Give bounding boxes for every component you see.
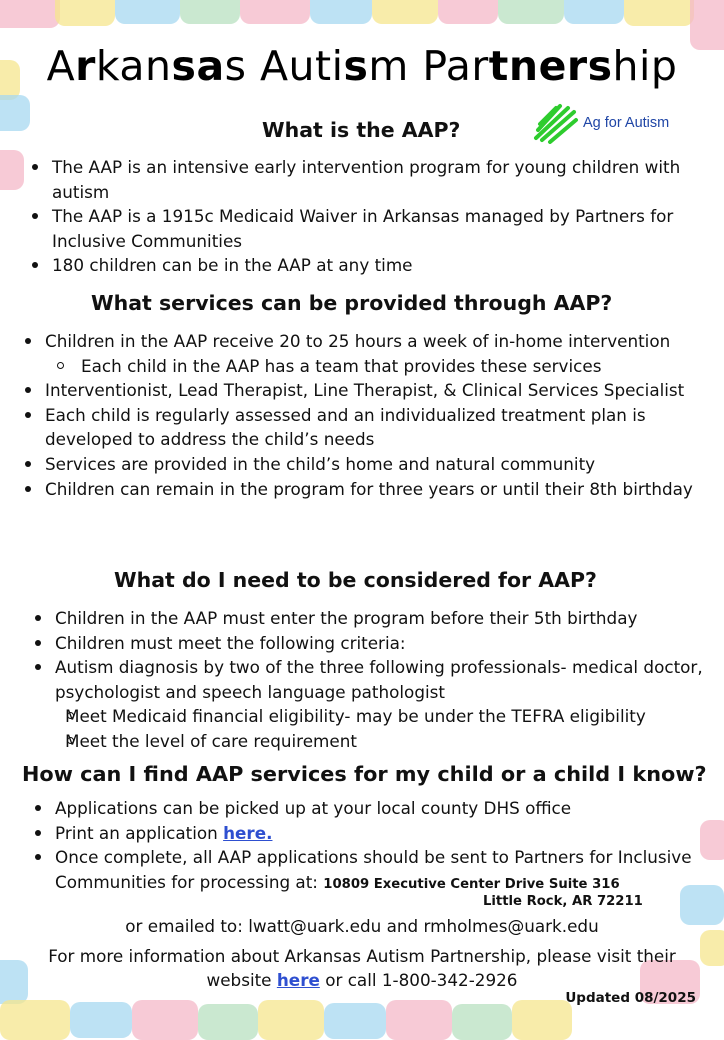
list-item: Interventionist, Lead Therapist, Line Therapist, & Clinical Services Specialist xyxy=(23,378,703,403)
footer-info-line2: website here or call 1-800-342-2926 xyxy=(206,970,518,990)
list-item: Children must meet the following criteria: xyxy=(33,631,703,656)
section-list-what-is xyxy=(30,155,710,278)
section-list-find-services xyxy=(33,796,703,897)
list-item: Applications can be picked up at your local county DHS office xyxy=(33,796,703,821)
ag-for-autism-logo xyxy=(530,100,710,144)
section-heading-eligibility: What do I need to be considered for AAP? xyxy=(114,568,597,592)
section-heading-find-services: How can I find AAP services for my child or a child I know? xyxy=(22,762,707,786)
page-title: Arkansas Autism Partnership xyxy=(46,42,678,90)
footer-info-line1: For more information about Arkansas Autism Partnership, please visit their xyxy=(48,946,676,966)
list-item: Print an application here. xyxy=(33,821,703,846)
website-link[interactable]: here xyxy=(276,970,320,990)
list-item: Children can remain in the program for three years or until their 8th birthday xyxy=(23,477,703,502)
list-item: Once complete, all AAP applications should be sent to Partners for Inclusive Communities for processing at: 10809 Executive Center Drive Suite 316 xyxy=(33,845,703,897)
logo-text: Ag for Autism xyxy=(583,115,670,131)
address-line-2: Little Rock, AR 72211 xyxy=(483,894,643,909)
list-subitem: Meet Medicaid financial eligibility- may be under the TEFRA eligibility xyxy=(33,704,703,729)
section-list-services xyxy=(23,329,703,501)
list-subitem: Meet the level of care requirement xyxy=(33,729,703,754)
address-line-1: 10809 Executive Center Drive Suite 316 xyxy=(323,876,620,892)
list-item: Autism diagnosis by two of the three following professionals- medical doctor, psychologist and speech language pathologist xyxy=(33,655,703,704)
list-item: The AAP is an intensive early intervention program for young children with autism xyxy=(30,155,710,204)
section-list-eligibility xyxy=(33,606,703,754)
application-link[interactable]: here. xyxy=(223,822,273,843)
list-item: 180 children can be in the AAP at any time xyxy=(30,253,710,278)
scribble-logo-icon xyxy=(530,100,580,144)
section-heading-services: What services can be provided through AAP? xyxy=(91,291,613,315)
list-item: Each child is regularly assessed and an individualized treatment plan is developed to address the child’s needs xyxy=(23,403,703,452)
list-item: Children in the AAP receive 20 to 25 hours a week of in-home intervention xyxy=(23,329,703,354)
section-heading-what-is: What is the AAP? xyxy=(262,118,461,142)
updated-date: Updated 08/2025 xyxy=(565,990,696,1006)
email-contacts: or emailed to: lwatt@uark.edu and rmholmes@uark.edu xyxy=(125,916,599,936)
list-item: Services are provided in the child’s home and natural community xyxy=(23,452,703,477)
list-subitem: Each child in the AAP has a team that provides these services xyxy=(23,354,703,379)
list-item: The AAP is a 1915c Medicaid Waiver in Arkansas managed by Partners for Inclusive Communities xyxy=(30,204,710,253)
list-item: Children in the AAP must enter the program before their 5th birthday xyxy=(33,606,703,631)
